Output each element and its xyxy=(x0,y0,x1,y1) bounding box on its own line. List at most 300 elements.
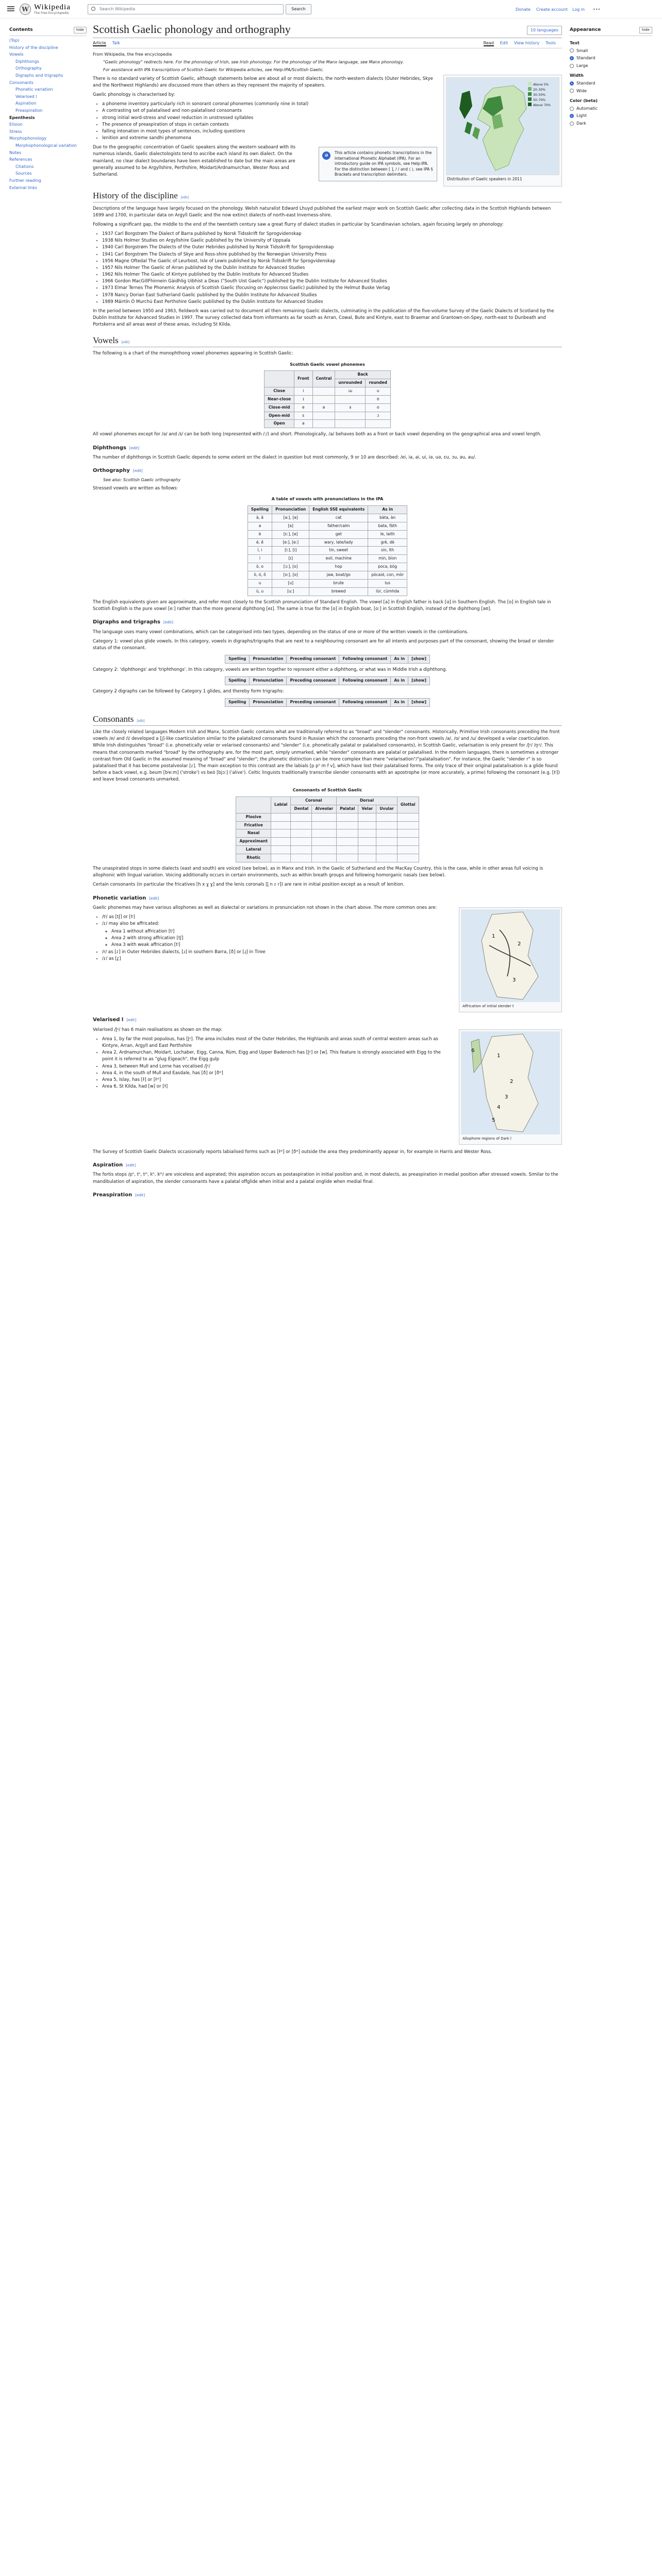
edit-aspiration-link[interactable]: [edit] xyxy=(126,1163,136,1167)
table-cell: [eː], [eː] xyxy=(272,538,309,547)
table-cell: à, â xyxy=(247,514,272,522)
toc-item[interactable]: Epenthesis xyxy=(9,115,35,120)
table-cell: i xyxy=(294,387,312,395)
aspiration-heading: Aspiration xyxy=(93,1162,123,1168)
hatnote-ipa-help: For assistance with IPA transcriptions of Scottish Gaelic for Wikipedia articles, see Help:IPA/Scottish Gaelic. xyxy=(103,67,324,73)
table-cell: a xyxy=(294,420,312,428)
table-row xyxy=(236,813,419,821)
tab-read[interactable]: Read xyxy=(483,41,494,46)
color-option-label: Automatic xyxy=(576,106,598,111)
edit-vowels-link[interactable]: [edit] xyxy=(121,340,129,345)
table-cell: cat xyxy=(309,514,368,522)
section-phonetic-variation xyxy=(93,895,562,903)
row-header: Approximant xyxy=(236,838,271,846)
wikipedia-logo[interactable]: W xyxy=(20,4,31,15)
table-cell: [oː], [o] xyxy=(272,571,309,580)
section-velarised-l xyxy=(93,1016,562,1024)
col-header: Coronal xyxy=(291,796,337,805)
list-item: • a phoneme inventory particularly rich in sonorant coronal phonemes (commonly nine in total) xyxy=(102,101,562,108)
col-header: Dorsal xyxy=(337,796,398,805)
vowels-paragraph-2: All vowel phonemes except for /ə/ and /ɪ/ can be both long (represented with /ː/) and short. Phonologically, /a/ behaves both as a front or back vowel depending on the geographical area and vowel length. xyxy=(93,432,542,437)
table-cell xyxy=(291,846,312,854)
dark-l-caption: Allophone regions of Dark l xyxy=(462,1136,511,1141)
table-cell: bata, fàth xyxy=(368,522,407,530)
subcol-header: Alveolar xyxy=(312,805,337,813)
radio-icon[interactable] xyxy=(570,48,574,53)
table-cell: ò, ó, ô xyxy=(247,571,272,580)
table-cell xyxy=(376,854,398,862)
table-cell xyxy=(337,829,358,838)
phonvar-subitem: ◦ Area 3 with weak affrication [tʲ] xyxy=(111,942,562,948)
color-option[interactable] xyxy=(570,106,652,112)
legend-swatch xyxy=(528,103,532,106)
radio-icon[interactable] xyxy=(570,81,574,86)
dark-l-map-figure xyxy=(459,1029,562,1145)
table-cell: pòcaid, con, mòr xyxy=(368,571,407,580)
table-cell xyxy=(335,420,366,428)
phonvar-item: • /ɾ/ as [ɾ̪] xyxy=(102,956,562,962)
table-cell xyxy=(312,420,335,428)
table-cell: lùr, cùmhda xyxy=(368,587,407,596)
text-option[interactable] xyxy=(570,48,652,54)
table-row xyxy=(236,854,419,862)
main-menu-icon[interactable] xyxy=(7,6,14,11)
toc-item[interactable]: Further reading xyxy=(9,178,41,183)
radio-icon[interactable] xyxy=(570,89,574,93)
table-row xyxy=(247,547,407,555)
table-cell: ɪ xyxy=(294,395,312,403)
see-also-orthography[interactable]: See also: Scottish Gaelic orthography xyxy=(103,477,181,482)
table-cell xyxy=(291,813,312,821)
width-option[interactable] xyxy=(570,80,652,87)
list-item: • Area 3, between Mull and Lorne has vocalised /l̪ˠ/ xyxy=(102,1063,562,1070)
show-toggle[interactable]: [show] xyxy=(408,655,430,664)
table-row xyxy=(247,514,407,522)
phonvar-item: • /r/ as [ɾ] in Outer Hebrides dialects, [ɹ] in southern Barra, [ð] or [ɹ̠] in Tiree xyxy=(102,949,562,956)
table-cell: min, bìon xyxy=(368,555,407,563)
hatnote-redirect: "Gaelic phonology" redirects here. For the phonology of Irish, see Irish phonology. For the phonology of the Manx language, see Manx phonology. xyxy=(103,60,404,65)
table-cell: o xyxy=(366,403,390,412)
map-legend-item: 30–50% xyxy=(528,92,551,97)
color-label: Color (beta) xyxy=(570,98,598,104)
toc-item[interactable]: Orthography xyxy=(15,66,42,71)
gaelic-speakers-map[interactable] xyxy=(446,77,559,175)
velarised-l-heading: Velarised l xyxy=(93,1017,124,1023)
more-options-icon[interactable]: ••• xyxy=(593,7,601,12)
list-item: • 1973 Elmar Ternes The Phonemic Analysis of Scottish Gaelic (focusing on Applecross Gaelic) published by the Helmut Buske Verlag xyxy=(102,285,562,292)
text-option[interactable] xyxy=(570,63,652,69)
table-of-contents xyxy=(9,27,87,192)
svg-text:2: 2 xyxy=(510,1078,514,1084)
history-paragraph-3: In the period between 1950 and 1963, fieldwork was carried out to document all then remaining Gaelic dialects, culminating in the publication of the five-volume Survey of the Gaelic Dialects of Scotland by the Dublin Institute for Advanced Studies in 1997. The survey collected data from informants as far south as Arran, Cowal, Bute and Kintyre, east to Braemar and Grantown-on-Spey, north-east to Dunbeath and Portskerra and all areas west of these areas, including St Kilda. xyxy=(93,308,554,328)
table-cell: ə xyxy=(312,403,335,412)
table-cell xyxy=(271,838,291,846)
svg-text:6: 6 xyxy=(471,1047,475,1054)
toc-item[interactable]: Morphophonological variation xyxy=(15,143,77,148)
list-item: • strong initial word-stress and vowel reduction in unstressed syllables xyxy=(102,115,562,122)
table-row xyxy=(264,420,391,428)
toc-item[interactable]: Preaspiration xyxy=(15,108,43,113)
intro-paragraph-1: There is no standard variety of Scottish Gaelic, although statements below are about all or most dialects, the north-western dialects (Outer Hebrides, Skye and the Northwest Highlands) are discussed more than others as they represent the majority of speakers. xyxy=(93,76,433,88)
toc-item[interactable]: Diphthongs xyxy=(15,59,39,64)
table-cell: hop xyxy=(309,563,368,571)
table-cell xyxy=(335,412,366,420)
toc-item[interactable]: Morphophonology xyxy=(9,136,47,141)
map-legend-item: 50–70% xyxy=(528,97,551,103)
vowel-chart-caption: Scottish Gaelic vowel phonemes xyxy=(290,362,365,367)
article xyxy=(93,21,562,1201)
digraphs-paragraph-3: Category 2: 'diphthongs' and 'triphthongs'. In this category, vowels are written together to represent either a diphthong, or what was in Middle Irish a diphthong. xyxy=(93,667,447,672)
table-cell: Open xyxy=(264,420,294,428)
tab-history[interactable]: View history xyxy=(514,41,540,46)
table-row xyxy=(236,829,419,838)
col-header: Spelling xyxy=(225,655,250,664)
row-header: Plosive xyxy=(236,813,271,821)
edit-velar-link[interactable]: [edit] xyxy=(126,1018,137,1023)
row-header: Nasal xyxy=(236,829,271,838)
phonvar-subitem: ◦ Area 2 with strong affrication [tʃ] xyxy=(111,935,562,942)
list-item: • 1937 Carl Borgstrøm The Dialect of Barra published by Norsk Tidsskrift for Sprogvidenskap xyxy=(102,231,562,238)
text-option-label: Large xyxy=(576,63,588,68)
edit-preaspiration-link[interactable]: [edit] xyxy=(135,1193,145,1197)
velar-paragraph-2: The Survey of Scottish Gaelic Dialects occasionally reports labialised forms such as [ɫʷ] or [ðʷ] outside the area they predominantly appear in, for example in Harris and Wester Ross. xyxy=(93,1149,492,1155)
toc-list xyxy=(9,38,87,190)
col-header: Central xyxy=(312,371,335,387)
table-cell: ì, i xyxy=(247,547,272,555)
consonants-paragraph-2: The unaspirated stops in some dialects (east and south) are voiced (see below), as in Manx and Irish. In the Gaelic of Sutherland and the MacKay Country, this is the case, while in other areas full voicing is allophonic with lingual variation. Voicing additionally occurs in certain environments, such as within breath groups and following homorganic nasals (see below). xyxy=(93,866,543,878)
table-cell: [aː], [a] xyxy=(272,514,309,522)
affrication-map-figure xyxy=(459,907,562,1012)
table-cell xyxy=(271,854,291,862)
col-header: Pronunciation xyxy=(250,655,287,664)
table-cell: get xyxy=(309,530,368,538)
section-consonants xyxy=(93,714,562,726)
appearance-hide-button[interactable]: hide xyxy=(639,27,652,33)
intro-paragraph-3: Due to the geographic concentration of Gaelic speakers along the western seaboard with its numerous islands, Gaelic dialectologists tend to ascribe each island its own dialect. On the mainland, no clear dialect boundaries have been established to date but the main areas are generally assumed to be Argyllshire, Perthshire, Moidart/Ardnamurchan, Wester Ross and Sutherland. xyxy=(93,145,296,177)
table-cell: [u] xyxy=(272,579,309,587)
dialect-studies-list xyxy=(102,231,562,306)
languages-button[interactable]: 10 languages xyxy=(527,26,562,35)
table-cell xyxy=(397,813,419,821)
col-header: Spelling xyxy=(225,699,250,707)
toc-item[interactable]: External links xyxy=(9,185,38,190)
toc-item[interactable]: Aspiration xyxy=(15,101,37,106)
table-cell: Near-close xyxy=(264,395,294,403)
table-row xyxy=(264,387,391,395)
toc-item[interactable]: Citations xyxy=(15,164,34,169)
page-title: Scottish Gaelic phonology and orthography xyxy=(93,21,562,38)
donate-link[interactable]: Donate xyxy=(516,7,531,12)
table-cell: brute xyxy=(309,579,368,587)
ipa-notice-text: This article contains phonetic transcriptions in the International Phonetic Alphabet (IPA). For an introductory guide on IPA symbols, see Help:IPA. For the distinction between [ ], / / and ⟨ ⟩, see IPA § Brackets and transcription delimiters. xyxy=(335,150,433,177)
ipa-info-icon: ə xyxy=(322,151,330,160)
history-heading: History of the discipline xyxy=(93,190,178,200)
subcol-header: Uvular xyxy=(376,805,398,813)
phonetic-variation-heading: Phonetic variation xyxy=(93,895,146,901)
table-cell: [ɔː], [o] xyxy=(272,563,309,571)
list-item: • 1957 Nils Holmer The Gaelic of Arran published by the Dublin Institute for Advanced Studies xyxy=(102,265,562,272)
diphthongs-paragraph: The number of diphthongs in Scottish Gaelic depends to some extent on the dialect in question but most commonly, 9 or 10 are described: /ei, ia, ai, ui, iə, uə, ɛu, ɔu, əu, au/. xyxy=(93,455,476,461)
col-header: Preceding consonant xyxy=(287,677,339,685)
intro-paragraph-2: Gaelic phonology is characterised by: xyxy=(93,92,175,98)
orthography-heading: Orthography xyxy=(93,468,130,474)
tab-tools[interactable]: Tools xyxy=(545,41,556,46)
table-cell xyxy=(312,829,337,838)
table-cell: ɔ xyxy=(366,412,390,420)
map-figure xyxy=(443,75,562,187)
toc-item[interactable]: Stress xyxy=(9,129,22,134)
col-header: Preceding consonant xyxy=(287,699,339,707)
table-cell xyxy=(337,813,358,821)
toc-item[interactable]: References xyxy=(9,157,32,162)
site-header xyxy=(0,0,662,19)
search-input[interactable]: Search Wikipedia xyxy=(88,4,284,14)
affrication-caption: Affrication of initial slender t xyxy=(462,1004,514,1008)
table-cell xyxy=(312,846,337,854)
width-option-label: Wide xyxy=(576,88,587,93)
edit-orthography-link[interactable]: [edit] xyxy=(133,469,143,473)
legend-swatch xyxy=(528,87,532,91)
table-cell: jaw, boat/go xyxy=(309,571,368,580)
table-cell xyxy=(397,846,419,854)
vowel-chart xyxy=(264,370,391,428)
map-legend-item: Above 70% xyxy=(528,103,551,108)
subcol-header: rounded xyxy=(366,379,390,387)
edit-diphthongs-link[interactable]: [edit] xyxy=(129,446,139,450)
page-tabs xyxy=(93,40,562,48)
table-cell xyxy=(337,838,358,846)
table-cell xyxy=(366,420,390,428)
show-toggle[interactable]: [show] xyxy=(408,699,430,707)
orthography-paragraph-1: Stressed vowels are written as follows: xyxy=(93,486,178,492)
radio-icon[interactable] xyxy=(570,122,574,126)
digraphs-paragraph-2: Category 1: vowel plus glide vowels. In this category, vowels in digraphs/trigraphs that are next to a neighbouring consonant are for all intents and purposes part of the consonant, showing the broad or slender status of the consonant. xyxy=(93,638,554,651)
col-header: Following consonant xyxy=(339,655,391,664)
orthography-table xyxy=(247,505,407,596)
list-item: • falling intonation in most types of sentences, including questions xyxy=(102,128,562,135)
legend-swatch xyxy=(528,92,532,96)
table-cell: è xyxy=(247,530,272,538)
table-cell xyxy=(358,846,376,854)
table-cell xyxy=(376,813,398,821)
create-account-link[interactable]: Create account xyxy=(536,7,568,12)
toc-item[interactable]: Velarised l xyxy=(15,94,37,99)
edit-consonants-link[interactable]: [edit] xyxy=(137,719,145,723)
table-cell: [ɛː], [e] xyxy=(272,530,309,538)
table-cell: ɛ xyxy=(294,412,312,420)
tab-article[interactable]: Article xyxy=(93,41,106,46)
table-cell xyxy=(397,854,419,862)
table-cell xyxy=(312,813,337,821)
preaspiration-heading: Preaspiration xyxy=(93,1192,133,1198)
col-header: As in xyxy=(391,655,408,664)
toc-item[interactable]: Sources xyxy=(15,171,32,176)
tab-talk[interactable]: Talk xyxy=(112,41,120,46)
list-item: • Area 6, St Kilda, had [w] or [ɫ] xyxy=(102,1083,562,1090)
toc-item[interactable]: Digraphs and trigraphs xyxy=(15,73,63,78)
table-cell xyxy=(358,829,376,838)
site-name[interactable]: Wikipedia xyxy=(34,3,71,11)
col-header: Following consonant xyxy=(339,699,391,707)
edit-phonvar-link[interactable]: [edit] xyxy=(149,896,159,901)
map-legend-item: Above 5% xyxy=(528,82,551,87)
col-header: As in xyxy=(368,506,407,514)
tab-edit[interactable]: Edit xyxy=(500,41,508,46)
text-option[interactable] xyxy=(570,55,652,61)
toc-item[interactable]: Vowels xyxy=(9,52,24,57)
section-digraphs xyxy=(93,619,562,626)
svg-text:4: 4 xyxy=(497,1104,501,1110)
table-row xyxy=(247,530,407,538)
table-cell: ɯ xyxy=(335,387,366,395)
table-cell: ò, o xyxy=(247,563,272,571)
table-row xyxy=(264,412,391,420)
table-cell xyxy=(337,854,358,862)
toc-item[interactable]: Consonants xyxy=(9,80,34,85)
list-item: • 1941 Carl Borgstrøm The Dialects of Skye and Ross-shire published by the Norwegian University Press xyxy=(102,251,562,258)
radio-icon[interactable] xyxy=(570,56,574,60)
table-cell xyxy=(291,829,312,838)
table-cell xyxy=(312,838,337,846)
map-caption: Distribution of Gaelic speakers in 2011 xyxy=(447,176,522,181)
toc-item[interactable]: Elision xyxy=(9,122,23,127)
list-item: • Area 4, in the south of Mull and Easdale, has [ð] or [ðʷ] xyxy=(102,1070,562,1077)
table-cell: le, laith xyxy=(368,530,407,538)
table-cell xyxy=(271,813,291,821)
section-preaspiration xyxy=(93,1192,562,1199)
toc-hide-button[interactable]: hide xyxy=(74,27,87,33)
table-cell: tin, sweet xyxy=(309,547,368,555)
table-cell xyxy=(312,395,335,403)
table-cell xyxy=(376,846,398,854)
row-header: Lateral xyxy=(236,846,271,854)
table-row xyxy=(247,555,407,563)
from-wikipedia: From Wikipedia, the free encyclopedia xyxy=(93,52,172,57)
color-option-label: Light xyxy=(576,113,587,118)
category-2-table xyxy=(225,676,430,685)
table-cell xyxy=(312,821,337,829)
width-option-label: Standard xyxy=(576,81,595,86)
phonvar-subitem: ◦ Area 1 without affrication [tʲ] xyxy=(111,928,562,935)
col-header: Pronunciation xyxy=(250,699,287,707)
table-cell xyxy=(358,854,376,862)
table-row xyxy=(236,821,419,829)
edit-digraphs-link[interactable]: [edit] xyxy=(163,620,173,625)
table-row xyxy=(264,403,391,412)
legend-swatch xyxy=(528,97,532,101)
table-cell xyxy=(337,846,358,854)
color-option[interactable] xyxy=(570,113,652,119)
consonant-chart-caption: Consonants of Scottish Gaelic xyxy=(292,788,362,793)
list-item: • 1956 Magne Oftedal The Gaelic of Leurbost, Isle of Lewis published by Norsk Tidsskrift for Sprogvidenskap xyxy=(102,258,562,265)
table-cell xyxy=(397,821,419,829)
svg-text:2: 2 xyxy=(518,941,521,947)
table-row xyxy=(247,563,407,571)
col-header: Front xyxy=(294,371,312,387)
radio-icon[interactable] xyxy=(570,114,574,118)
table-cell xyxy=(376,838,398,846)
list-item: • Area 1, by far the most populous, has [l̪ˠ]. The area includes most of the Outer Hebrides, the Highlands and areas south of central western areas such as Kintyre, Arran, Argyll and East Perthshire xyxy=(102,1036,562,1049)
svg-text:1: 1 xyxy=(497,1053,501,1059)
col-header: As in xyxy=(391,699,408,707)
category-1-table xyxy=(225,655,430,664)
table-cell: a xyxy=(247,522,272,530)
table-cell xyxy=(312,412,335,420)
table-cell xyxy=(312,387,335,395)
affrication-map[interactable] xyxy=(461,909,560,1002)
list-item: • The presence of preaspiration of stops in certain contexts xyxy=(102,122,562,128)
section-vowels xyxy=(93,335,562,347)
ortho-table-caption: A table of vowels with pronunciations in the IPA xyxy=(271,497,384,502)
list-item: • A contrasting set of palatalised and non-palatalised consonants xyxy=(102,108,562,114)
table-row xyxy=(236,846,419,854)
search-button[interactable]: Search xyxy=(286,4,311,14)
table-cell: é, ê xyxy=(247,538,272,547)
vowels-heading: Vowels xyxy=(93,335,119,346)
svg-text:3: 3 xyxy=(512,977,516,983)
log-in-link[interactable]: Log in xyxy=(572,7,585,12)
table-row xyxy=(247,579,407,587)
col-header: Pronunciation xyxy=(272,506,309,514)
section-history xyxy=(93,191,562,202)
table-cell: ù, u xyxy=(247,587,272,596)
diphthongs-heading: Diphthongs xyxy=(93,445,127,451)
section-orthography xyxy=(93,467,562,475)
list-item: • lenition and extreme sandhi phenomena xyxy=(102,135,562,142)
width-option[interactable] xyxy=(570,88,652,94)
toc-item[interactable]: Notes xyxy=(9,150,22,155)
radio-icon[interactable] xyxy=(570,64,574,68)
dark-l-map[interactable] xyxy=(461,1031,560,1134)
vowels-paragraph-1: The following is a chart of the monophthong vowel phonemes appearing in Scottish Gaelic: xyxy=(93,351,293,357)
col-header: Preceding consonant xyxy=(287,655,339,664)
table-row xyxy=(247,538,407,547)
table-cell: wary, late/lady xyxy=(309,538,368,547)
toc-item[interactable]: History of the discipline xyxy=(9,45,58,50)
table-row xyxy=(247,587,407,596)
phonvar-paragraph-1: Gaelic phonemes may have various allophones as well as dialectal or variations in pronunciation not shown in the chart above. The more common ones are: xyxy=(93,905,437,910)
subcol-header: Dental xyxy=(291,805,312,813)
table-cell: Close xyxy=(264,387,294,395)
text-option-label: Standard xyxy=(576,56,595,61)
table-cell xyxy=(291,821,312,829)
table-row xyxy=(247,522,407,530)
edit-history-link[interactable]: [edit] xyxy=(180,195,189,199)
map-legend-item: 20–30% xyxy=(528,87,551,92)
radio-icon[interactable] xyxy=(570,107,574,111)
table-cell: bàta, àn xyxy=(368,514,407,522)
subcol-header: unrounded xyxy=(335,379,366,387)
show-toggle[interactable]: [show] xyxy=(408,677,430,685)
table-cell: poca, bòg xyxy=(368,563,407,571)
col-header: Labial xyxy=(271,796,291,813)
toc-item[interactable]: Phonetic variation xyxy=(15,87,53,92)
col-header: Pronunciation xyxy=(250,677,287,685)
color-option[interactable] xyxy=(570,121,652,127)
trigraph-table xyxy=(225,698,430,707)
table-cell xyxy=(312,854,337,862)
table-cell xyxy=(335,395,366,403)
history-paragraph-1: Descriptions of the language have largely focused on the phonology. Welsh naturalist Edward Lhuyd published the earliest major work on Scottish Gaelic after collecting data in the Scottish Highlands between 1699 and 1700, in particular data on Argyll Gaelic and the now extinct dialects of north-east Inverness-shire. xyxy=(93,206,551,218)
toc-item[interactable]: (Top) xyxy=(9,38,20,43)
table-cell: father/calm xyxy=(309,522,368,530)
table-cell xyxy=(397,829,419,838)
table-cell xyxy=(358,838,376,846)
col-header: English SSE equivalents xyxy=(309,506,368,514)
consonants-paragraph-1: Like the closely related languages Modern Irish and Manx, Scottish Gaelic contains what are traditionally referred to as "broad" and "slender" consonants. Historically, Primitive Irish consonants preceding the front vowels /e/ and /i/ developed a [j]-like coarticulation similar to the palatalized consonants found in Russian which the consonants preceding the non-front vowels /a/, /o/ and /u/ developed a velar coarticulation. While Irish distinguishes "broad" (i.e. phonetically velar or velarised consonants) and "slender" (i.e. phonetically palatal or palatalised consonants), in Scottish Gaelic, velarisation is only present for /l̪ˠ/ /n̪ˠ/. This means that consonants marked "broad" by the orthography are, for the most part, simply unmarked, while "slender" consonants are palatal or palatalised. In the modern languages, there is sometimes a stronger contrast from Old Gaelic in the assumed meaning of "broad" and "slender"; the phonetic distinction can be more complex than mere "velarisation"/"palatalisation". For instance, the Gaelic "slender r" is so palatalised that it has become postalveolar [ɾ]. The main exception to this contrast are the labials [p pʰ m f v], which have lost their palatalised forms. The only trace of their original palatalisation is a glide found before a back vowel, e.g. beum [bʲeːm] ('stroke') vs beò [bjɔː] ('alive'). Celtic linguists traditionally transcribe slender consonants with an apostrophe (or more accurately, a prime) following the consonant (e.g. [tʲ]) and leave broad consonants unmarked. xyxy=(93,730,560,783)
table-cell: evil, machine xyxy=(309,555,368,563)
digraphs-paragraph-1: The language uses many vowel combinations, which can be categorised into two types, depending on the status of one or more of the written vowels in the combinations. xyxy=(93,629,469,635)
